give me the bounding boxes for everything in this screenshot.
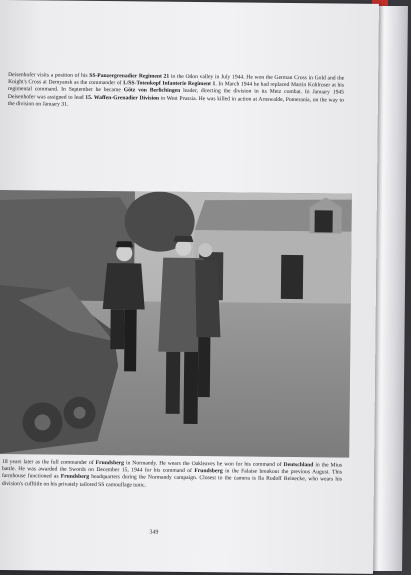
officer-boot (124, 309, 137, 371)
officer-seated (103, 263, 145, 309)
caption-bold: I./SS-Totenkopf (123, 80, 161, 87)
field-cap (173, 236, 193, 242)
caption-bold: 15. Waffen-Grenadier Division (85, 94, 160, 102)
caption-bold: Deutschland (283, 461, 314, 469)
soldier-boot (198, 337, 211, 397)
peaked-cap (115, 241, 133, 247)
caption-text: in West Prussia. He was killed in action at Arnswalde, Pomerania, on the way to the division on January 31. (7, 95, 344, 108)
caption-text: in the Odon valley in July 1944. He won the German Cross in Gold and the Knight's Cross at Demyansk as the commander of (8, 73, 345, 87)
caption-bold: Frundsberg (60, 474, 90, 481)
caption-text: Deisenhofer visits a position of his (8, 72, 90, 79)
photograph-illustration (0, 190, 352, 458)
dormer-window (315, 210, 333, 232)
caption-text: 18 years later as the full commander of (2, 459, 96, 466)
caption-bold: SS-Panzergrenadier Regiment 21 (89, 72, 170, 80)
caption-text: in the Mius battle. He was awarded the Swords on December 15, 1944 for his command of (1, 462, 343, 475)
soldier-uniform (194, 260, 221, 337)
top-caption (8, 72, 344, 112)
caption-bold: Infanterie Regiment 1 (162, 80, 216, 88)
farmhouse-door (281, 255, 303, 299)
caption-text: . In March 1944 he had replaced Martin Kohlroser at his regimental command. In September he became (7, 81, 345, 94)
officer-leg (110, 309, 124, 349)
page-number: 349 (149, 529, 159, 536)
caption-bold: Frundsberg (95, 459, 125, 467)
bottom-caption (2, 459, 342, 491)
soldier-boot (184, 352, 199, 424)
caption-text: in Normandy. He wears the Oakleaves he won for his command of (123, 460, 284, 468)
historical-photograph (0, 190, 352, 458)
caption-text: headquarters during the Normandy campaign. Closest to the camera is Ila Rudolf Reinecke, who wears his division's cufftitle on his privately tailored SS camouflage tunic. (1, 474, 342, 489)
caption-text: leader, directing the division in its Metz combat. In January 1945 Deisenhofer was assigned to lead (7, 88, 345, 101)
caption-bold: Götz von Berlichingen (123, 87, 181, 95)
caption-bold: Frundsberg (194, 468, 223, 475)
soldier-boot (166, 352, 181, 414)
caption-text: in the Falaise breakout the previous August. This farmhouse functioned as (1, 468, 343, 481)
